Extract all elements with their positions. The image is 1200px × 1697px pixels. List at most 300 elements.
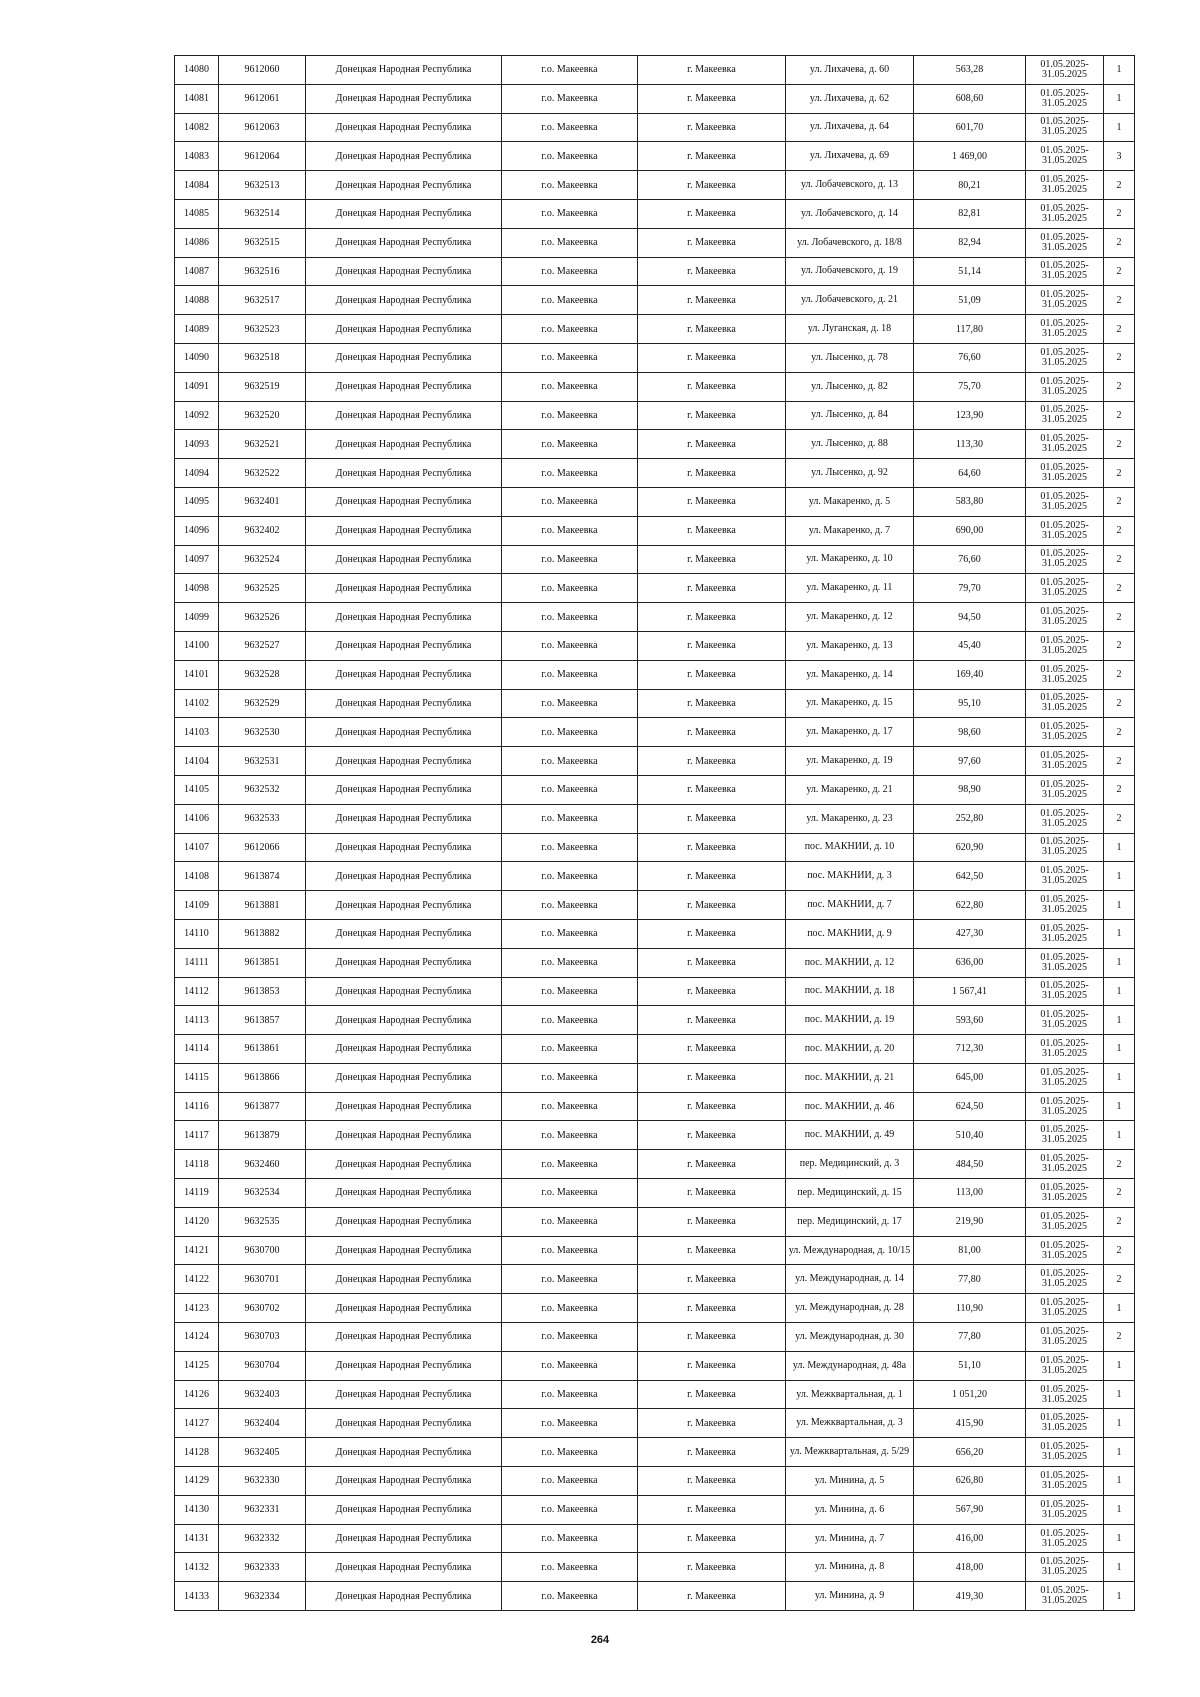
region-name-cell: Донецкая Народная Республика (306, 1524, 502, 1553)
address-cell: пос. МАКНИИ, д. 21 (786, 1063, 914, 1092)
object-code-cell: 9612064 (219, 142, 306, 171)
city-name-cell: г. Макеевка (638, 545, 786, 574)
row-number-cell: 14118 (175, 1150, 219, 1179)
city-name-cell: г. Макеевка (638, 1553, 786, 1582)
district-name-cell: г.о. Макеевка (502, 171, 638, 200)
address-cell: ул. Лысенко, д. 84 (786, 401, 914, 430)
area-value-cell: 416,00 (914, 1524, 1026, 1553)
table-row (175, 315, 1135, 344)
object-code-cell: 9632524 (219, 545, 306, 574)
area-value-cell: 712,30 (914, 1035, 1026, 1064)
object-code-cell: 9632330 (219, 1467, 306, 1496)
table-row (175, 1006, 1135, 1035)
period-range-cell: 01.05.2025- 31.05.2025 (1026, 401, 1104, 430)
address-cell: ул. Макаренко, д. 17 (786, 718, 914, 747)
row-number-cell: 14094 (175, 459, 219, 488)
area-value-cell: 82,81 (914, 199, 1026, 228)
group-value-cell: 1 (1104, 833, 1135, 862)
object-code-cell: 9613882 (219, 919, 306, 948)
region-name-cell: Донецкая Народная Республика (306, 631, 502, 660)
group-value-cell: 1 (1104, 1467, 1135, 1496)
row-number-cell: 14123 (175, 1294, 219, 1323)
area-value-cell: 98,90 (914, 775, 1026, 804)
group-value-cell: 1 (1104, 56, 1135, 85)
district-name-cell: г.о. Макеевка (502, 1294, 638, 1323)
row-number-cell: 14127 (175, 1409, 219, 1438)
region-name-cell: Донецкая Народная Республика (306, 919, 502, 948)
table-row (175, 948, 1135, 977)
address-cell: ул. Лихачева, д. 64 (786, 113, 914, 142)
table-row (175, 1582, 1135, 1611)
address-cell: ул. Макаренко, д. 11 (786, 574, 914, 603)
region-name-cell: Донецкая Народная Республика (306, 1179, 502, 1208)
group-value-cell: 1 (1104, 1409, 1135, 1438)
district-name-cell: г.о. Макеевка (502, 1035, 638, 1064)
object-code-cell: 9613879 (219, 1121, 306, 1150)
address-cell: ул. Международная, д. 30 (786, 1323, 914, 1352)
district-name-cell: г.о. Макеевка (502, 84, 638, 113)
city-name-cell: г. Макеевка (638, 459, 786, 488)
object-code-cell: 9612060 (219, 56, 306, 85)
region-name-cell: Донецкая Народная Республика (306, 1323, 502, 1352)
area-value-cell: 583,80 (914, 487, 1026, 516)
region-name-cell: Донецкая Народная Республика (306, 862, 502, 891)
group-value-cell: 2 (1104, 343, 1135, 372)
address-cell: ул. Макаренко, д. 14 (786, 660, 914, 689)
city-name-cell: г. Макеевка (638, 1121, 786, 1150)
region-name-cell: Донецкая Народная Республика (306, 545, 502, 574)
row-number-cell: 14108 (175, 862, 219, 891)
address-cell: пер. Медицинский, д. 15 (786, 1179, 914, 1208)
city-name-cell: г. Макеевка (638, 1150, 786, 1179)
area-value-cell: 79,70 (914, 574, 1026, 603)
address-cell: ул. Лобачевского, д. 19 (786, 257, 914, 286)
region-name-cell: Донецкая Народная Республика (306, 228, 502, 257)
district-name-cell: г.о. Макеевка (502, 1582, 638, 1611)
region-name-cell: Донецкая Народная Республика (306, 1380, 502, 1409)
table-row (175, 1380, 1135, 1409)
group-value-cell: 1 (1104, 891, 1135, 920)
period-range-cell: 01.05.2025- 31.05.2025 (1026, 459, 1104, 488)
region-name-cell: Донецкая Народная Республика (306, 1553, 502, 1582)
row-number-cell: 14106 (175, 804, 219, 833)
object-code-cell: 9630704 (219, 1351, 306, 1380)
period-range-cell: 01.05.2025- 31.05.2025 (1026, 1035, 1104, 1064)
table-row (175, 56, 1135, 85)
row-number-cell: 14129 (175, 1467, 219, 1496)
region-name-cell: Донецкая Народная Республика (306, 660, 502, 689)
period-range-cell: 01.05.2025- 31.05.2025 (1026, 430, 1104, 459)
row-number-cell: 14098 (175, 574, 219, 603)
group-value-cell: 2 (1104, 775, 1135, 804)
city-name-cell: г. Макеевка (638, 1294, 786, 1323)
group-value-cell: 1 (1104, 1495, 1135, 1524)
row-number-cell: 14130 (175, 1495, 219, 1524)
row-number-cell: 14080 (175, 56, 219, 85)
area-value-cell: 110,90 (914, 1294, 1026, 1323)
area-value-cell: 219,90 (914, 1207, 1026, 1236)
object-code-cell: 9612066 (219, 833, 306, 862)
city-name-cell: г. Макеевка (638, 372, 786, 401)
city-name-cell: г. Макеевка (638, 113, 786, 142)
table-row (175, 718, 1135, 747)
table-row (175, 804, 1135, 833)
row-number-cell: 14082 (175, 113, 219, 142)
table-row (175, 1495, 1135, 1524)
region-name-cell: Донецкая Народная Республика (306, 891, 502, 920)
area-value-cell: 80,21 (914, 171, 1026, 200)
district-name-cell: г.о. Макеевка (502, 401, 638, 430)
table-row (175, 113, 1135, 142)
period-range-cell: 01.05.2025- 31.05.2025 (1026, 1294, 1104, 1323)
period-range-cell: 01.05.2025- 31.05.2025 (1026, 1438, 1104, 1467)
city-name-cell: г. Макеевка (638, 1582, 786, 1611)
table-row (175, 833, 1135, 862)
row-number-cell: 14093 (175, 430, 219, 459)
address-cell: ул. Лысенко, д. 82 (786, 372, 914, 401)
table-row (175, 891, 1135, 920)
city-name-cell: г. Макеевка (638, 228, 786, 257)
row-number-cell: 14109 (175, 891, 219, 920)
registry-sheet (174, 55, 1134, 1611)
district-name-cell: г.о. Макеевка (502, 948, 638, 977)
area-value-cell: 51,14 (914, 257, 1026, 286)
group-value-cell: 1 (1104, 948, 1135, 977)
table-row (175, 919, 1135, 948)
region-name-cell: Донецкая Народная Республика (306, 113, 502, 142)
period-range-cell: 01.05.2025- 31.05.2025 (1026, 804, 1104, 833)
period-range-cell: 01.05.2025- 31.05.2025 (1026, 775, 1104, 804)
object-code-cell: 9613851 (219, 948, 306, 977)
row-number-cell: 14116 (175, 1092, 219, 1121)
period-range-cell: 01.05.2025- 31.05.2025 (1026, 948, 1104, 977)
city-name-cell: г. Макеевка (638, 804, 786, 833)
table-row (175, 459, 1135, 488)
district-name-cell: г.о. Макеевка (502, 1438, 638, 1467)
region-name-cell: Донецкая Народная Республика (306, 747, 502, 776)
district-name-cell: г.о. Макеевка (502, 1524, 638, 1553)
area-value-cell: 113,00 (914, 1179, 1026, 1208)
city-name-cell: г. Макеевка (638, 171, 786, 200)
district-name-cell: г.о. Макеевка (502, 833, 638, 862)
city-name-cell: г. Макеевка (638, 660, 786, 689)
city-name-cell: г. Макеевка (638, 401, 786, 430)
row-number-cell: 14117 (175, 1121, 219, 1150)
district-name-cell: г.о. Макеевка (502, 631, 638, 660)
group-value-cell: 2 (1104, 430, 1135, 459)
district-name-cell: г.о. Макеевка (502, 891, 638, 920)
district-name-cell: г.о. Макеевка (502, 1351, 638, 1380)
row-number-cell: 14133 (175, 1582, 219, 1611)
period-range-cell: 01.05.2025- 31.05.2025 (1026, 1179, 1104, 1208)
object-code-cell: 9613866 (219, 1063, 306, 1092)
district-name-cell: г.о. Макеевка (502, 1553, 638, 1582)
period-range-cell: 01.05.2025- 31.05.2025 (1026, 343, 1104, 372)
table-row (175, 286, 1135, 315)
group-value-cell: 2 (1104, 228, 1135, 257)
group-value-cell: 2 (1104, 487, 1135, 516)
period-range-cell: 01.05.2025- 31.05.2025 (1026, 1207, 1104, 1236)
region-name-cell: Донецкая Народная Республика (306, 1438, 502, 1467)
period-range-cell: 01.05.2025- 31.05.2025 (1026, 1265, 1104, 1294)
city-name-cell: г. Макеевка (638, 747, 786, 776)
row-number-cell: 14111 (175, 948, 219, 977)
area-value-cell: 418,00 (914, 1553, 1026, 1582)
table-row (175, 747, 1135, 776)
row-number-cell: 14122 (175, 1265, 219, 1294)
address-cell: ул. Минина, д. 9 (786, 1582, 914, 1611)
object-code-cell: 9632533 (219, 804, 306, 833)
table-row (175, 1438, 1135, 1467)
period-range-cell: 01.05.2025- 31.05.2025 (1026, 1409, 1104, 1438)
period-range-cell: 01.05.2025- 31.05.2025 (1026, 1467, 1104, 1496)
address-cell: ул. Луганская, д. 18 (786, 315, 914, 344)
group-value-cell: 1 (1104, 1294, 1135, 1323)
period-range-cell: 01.05.2025- 31.05.2025 (1026, 1582, 1104, 1611)
group-value-cell: 2 (1104, 689, 1135, 718)
region-name-cell: Донецкая Народная Республика (306, 804, 502, 833)
period-range-cell: 01.05.2025- 31.05.2025 (1026, 1351, 1104, 1380)
object-code-cell: 9632405 (219, 1438, 306, 1467)
group-value-cell: 2 (1104, 1150, 1135, 1179)
district-name-cell: г.о. Макеевка (502, 545, 638, 574)
period-range-cell: 01.05.2025- 31.05.2025 (1026, 516, 1104, 545)
period-range-cell: 01.05.2025- 31.05.2025 (1026, 372, 1104, 401)
object-code-cell: 9632517 (219, 286, 306, 315)
address-cell: ул. Лобачевского, д. 21 (786, 286, 914, 315)
area-value-cell: 64,60 (914, 459, 1026, 488)
row-number-cell: 14104 (175, 747, 219, 776)
region-name-cell: Донецкая Народная Республика (306, 1092, 502, 1121)
group-value-cell: 2 (1104, 747, 1135, 776)
address-cell: ул. Лысенко, д. 78 (786, 343, 914, 372)
object-code-cell: 9632520 (219, 401, 306, 430)
period-range-cell: 01.05.2025- 31.05.2025 (1026, 862, 1104, 891)
object-code-cell: 9632527 (219, 631, 306, 660)
city-name-cell: г. Макеевка (638, 315, 786, 344)
city-name-cell: г. Макеевка (638, 142, 786, 171)
district-name-cell: г.о. Макеевка (502, 804, 638, 833)
table-row (175, 1179, 1135, 1208)
region-name-cell: Донецкая Народная Республика (306, 775, 502, 804)
region-name-cell: Донецкая Народная Республика (306, 977, 502, 1006)
area-value-cell: 169,40 (914, 660, 1026, 689)
area-value-cell: 76,60 (914, 343, 1026, 372)
area-value-cell: 82,94 (914, 228, 1026, 257)
district-name-cell: г.о. Макеевка (502, 1323, 638, 1352)
address-cell: ул. Лысенко, д. 88 (786, 430, 914, 459)
group-value-cell: 2 (1104, 199, 1135, 228)
district-name-cell: г.о. Макеевка (502, 747, 638, 776)
region-name-cell: Донецкая Народная Республика (306, 142, 502, 171)
area-value-cell: 98,60 (914, 718, 1026, 747)
row-number-cell: 14100 (175, 631, 219, 660)
area-value-cell: 645,00 (914, 1063, 1026, 1092)
group-value-cell: 1 (1104, 919, 1135, 948)
object-code-cell: 9613857 (219, 1006, 306, 1035)
area-value-cell: 601,70 (914, 113, 1026, 142)
period-range-cell: 01.05.2025- 31.05.2025 (1026, 631, 1104, 660)
district-name-cell: г.о. Макеевка (502, 1150, 638, 1179)
city-name-cell: г. Макеевка (638, 919, 786, 948)
area-value-cell: 593,60 (914, 1006, 1026, 1035)
address-cell: ул. Макаренко, д. 13 (786, 631, 914, 660)
row-number-cell: 14114 (175, 1035, 219, 1064)
city-name-cell: г. Макеевка (638, 833, 786, 862)
area-value-cell: 419,30 (914, 1582, 1026, 1611)
city-name-cell: г. Макеевка (638, 1265, 786, 1294)
period-range-cell: 01.05.2025- 31.05.2025 (1026, 574, 1104, 603)
address-cell: ул. Макаренко, д. 21 (786, 775, 914, 804)
address-cell: пос. МАКНИИ, д. 18 (786, 977, 914, 1006)
table-row (175, 862, 1135, 891)
address-cell: ул. Минина, д. 8 (786, 1553, 914, 1582)
period-range-cell: 01.05.2025- 31.05.2025 (1026, 113, 1104, 142)
district-name-cell: г.о. Макеевка (502, 257, 638, 286)
row-number-cell: 14099 (175, 603, 219, 632)
address-cell: пос. МАКНИИ, д. 49 (786, 1121, 914, 1150)
city-name-cell: г. Макеевка (638, 1351, 786, 1380)
period-range-cell: 01.05.2025- 31.05.2025 (1026, 1380, 1104, 1409)
area-value-cell: 252,80 (914, 804, 1026, 833)
table-row (175, 1409, 1135, 1438)
district-name-cell: г.о. Макеевка (502, 1236, 638, 1265)
row-number-cell: 14086 (175, 228, 219, 257)
address-cell: ул. Макаренко, д. 7 (786, 516, 914, 545)
region-name-cell: Донецкая Народная Республика (306, 459, 502, 488)
region-name-cell: Донецкая Народная Республика (306, 689, 502, 718)
city-name-cell: г. Макеевка (638, 977, 786, 1006)
city-name-cell: г. Макеевка (638, 1323, 786, 1352)
period-range-cell: 01.05.2025- 31.05.2025 (1026, 718, 1104, 747)
city-name-cell: г. Макеевка (638, 689, 786, 718)
object-code-cell: 9613861 (219, 1035, 306, 1064)
group-value-cell: 2 (1104, 257, 1135, 286)
group-value-cell: 1 (1104, 84, 1135, 113)
area-value-cell: 81,00 (914, 1236, 1026, 1265)
city-name-cell: г. Макеевка (638, 1495, 786, 1524)
area-value-cell: 636,00 (914, 948, 1026, 977)
district-name-cell: г.о. Макеевка (502, 199, 638, 228)
row-number-cell: 14110 (175, 919, 219, 948)
object-code-cell: 9632333 (219, 1553, 306, 1582)
row-number-cell: 14101 (175, 660, 219, 689)
table-row (175, 545, 1135, 574)
address-cell: ул. Международная, д. 14 (786, 1265, 914, 1294)
group-value-cell: 2 (1104, 315, 1135, 344)
region-name-cell: Донецкая Народная Республика (306, 1150, 502, 1179)
group-value-cell: 2 (1104, 1323, 1135, 1352)
region-name-cell: Донецкая Народная Республика (306, 718, 502, 747)
period-range-cell: 01.05.2025- 31.05.2025 (1026, 891, 1104, 920)
region-name-cell: Донецкая Народная Республика (306, 1207, 502, 1236)
period-range-cell: 01.05.2025- 31.05.2025 (1026, 257, 1104, 286)
district-name-cell: г.о. Макеевка (502, 660, 638, 689)
region-name-cell: Донецкая Народная Республика (306, 1063, 502, 1092)
row-number-cell: 14096 (175, 516, 219, 545)
period-range-cell: 01.05.2025- 31.05.2025 (1026, 1063, 1104, 1092)
region-name-cell: Донецкая Народная Республика (306, 1467, 502, 1496)
district-name-cell: г.о. Макеевка (502, 487, 638, 516)
group-value-cell: 2 (1104, 718, 1135, 747)
group-value-cell: 1 (1104, 1006, 1135, 1035)
row-number-cell: 14119 (175, 1179, 219, 1208)
district-name-cell: г.о. Макеевка (502, 56, 638, 85)
district-name-cell: г.о. Макеевка (502, 603, 638, 632)
area-value-cell: 77,80 (914, 1323, 1026, 1352)
region-name-cell: Донецкая Народная Республика (306, 56, 502, 85)
district-name-cell: г.о. Макеевка (502, 1207, 638, 1236)
city-name-cell: г. Макеевка (638, 1179, 786, 1208)
row-number-cell: 14083 (175, 142, 219, 171)
area-value-cell: 690,00 (914, 516, 1026, 545)
address-cell: ул. Минина, д. 7 (786, 1524, 914, 1553)
table-row (175, 1524, 1135, 1553)
area-value-cell: 95,10 (914, 689, 1026, 718)
district-name-cell: г.о. Макеевка (502, 977, 638, 1006)
registry-table (174, 55, 1135, 1611)
table-row (175, 574, 1135, 603)
district-name-cell: г.о. Макеевка (502, 718, 638, 747)
object-code-cell: 9630701 (219, 1265, 306, 1294)
area-value-cell: 567,90 (914, 1495, 1026, 1524)
object-code-cell: 9632530 (219, 718, 306, 747)
group-value-cell: 1 (1104, 1438, 1135, 1467)
region-name-cell: Донецкая Народная Республика (306, 343, 502, 372)
group-value-cell: 2 (1104, 1179, 1135, 1208)
region-name-cell: Донецкая Народная Республика (306, 833, 502, 862)
city-name-cell: г. Макеевка (638, 891, 786, 920)
row-number-cell: 14112 (175, 977, 219, 1006)
table-row (175, 430, 1135, 459)
city-name-cell: г. Макеевка (638, 84, 786, 113)
group-value-cell: 2 (1104, 545, 1135, 574)
row-number-cell: 14131 (175, 1524, 219, 1553)
object-code-cell: 9632519 (219, 372, 306, 401)
district-name-cell: г.о. Макеевка (502, 1380, 638, 1409)
area-value-cell: 415,90 (914, 1409, 1026, 1438)
area-value-cell: 656,20 (914, 1438, 1026, 1467)
region-name-cell: Донецкая Народная Республика (306, 372, 502, 401)
object-code-cell: 9632516 (219, 257, 306, 286)
period-range-cell: 01.05.2025- 31.05.2025 (1026, 1495, 1104, 1524)
row-number-cell: 14113 (175, 1006, 219, 1035)
group-value-cell: 1 (1104, 862, 1135, 891)
row-number-cell: 14115 (175, 1063, 219, 1092)
city-name-cell: г. Макеевка (638, 1524, 786, 1553)
period-range-cell: 01.05.2025- 31.05.2025 (1026, 1236, 1104, 1265)
address-cell: пер. Медицинский, д. 17 (786, 1207, 914, 1236)
district-name-cell: г.о. Макеевка (502, 1265, 638, 1294)
period-range-cell: 01.05.2025- 31.05.2025 (1026, 660, 1104, 689)
table-row (175, 401, 1135, 430)
area-value-cell: 94,50 (914, 603, 1026, 632)
address-cell: ул. Международная, д. 10/15 (786, 1236, 914, 1265)
group-value-cell: 1 (1104, 1063, 1135, 1092)
address-cell: ул. Международная, д. 48а (786, 1351, 914, 1380)
address-cell: ул. Лобачевского, д. 18/8 (786, 228, 914, 257)
row-number-cell: 14128 (175, 1438, 219, 1467)
table-row (175, 1294, 1135, 1323)
address-cell: ул. Лихачева, д. 62 (786, 84, 914, 113)
address-cell: ул. Межквартальная, д. 1 (786, 1380, 914, 1409)
address-cell: ул. Макаренко, д. 12 (786, 603, 914, 632)
area-value-cell: 1 567,41 (914, 977, 1026, 1006)
period-range-cell: 01.05.2025- 31.05.2025 (1026, 1524, 1104, 1553)
area-value-cell: 51,09 (914, 286, 1026, 315)
district-name-cell: г.о. Макеевка (502, 430, 638, 459)
district-name-cell: г.о. Макеевка (502, 689, 638, 718)
